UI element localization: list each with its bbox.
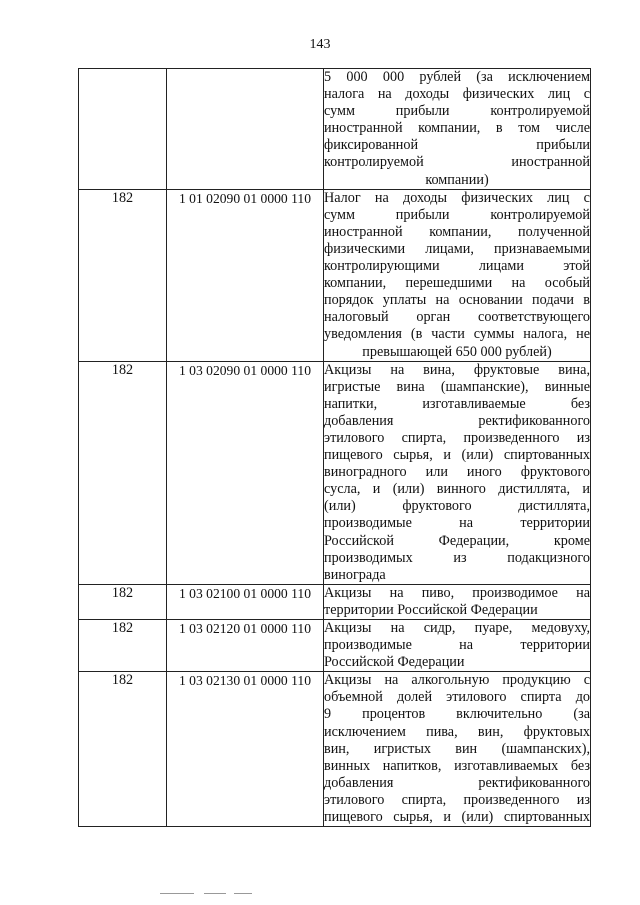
description-line: Российской Федерации, кроме — [324, 532, 590, 549]
description-line: компании) — [425, 171, 489, 188]
description-line: (или) фруктового дистиллята, — [324, 498, 590, 515]
description-cell — [324, 620, 591, 672]
description-line: исключением пива, вин, фруктовых — [324, 723, 590, 740]
description-line: Акцизы на алкогольную продукцию с — [324, 672, 590, 689]
description-line: добавления ректификованного — [324, 412, 590, 429]
description-line: этилового спирта, произведенного из — [324, 791, 590, 808]
description-line: территории Российской Федерации — [324, 601, 538, 618]
budget-classification-table — [78, 68, 591, 827]
description-line: этилового спирта, произведенного из — [324, 429, 590, 446]
description-line: компании, перешедшими на особый — [324, 275, 590, 292]
description-line: контролирующими лицами этой — [324, 258, 590, 275]
admin-code-cell — [79, 69, 167, 190]
description-line: виноградного или иного фруктового — [324, 464, 590, 481]
description-line: объемной долей этилового спирта до — [324, 689, 590, 706]
description-line: напитки, изготавливаемые без — [324, 395, 590, 412]
kbk-code-cell: 1 03 02100 01 0000 110 — [167, 584, 324, 619]
description-line: сусла, и (или) винного дистиллята, и — [324, 481, 590, 498]
page-number: 143 — [309, 37, 331, 52]
description-line: вин, игристых вин (шампанских), — [324, 740, 590, 757]
description-line: иностранной компании, полученной — [324, 223, 590, 240]
kbk-code-cell: 1 03 02120 01 0000 110 — [167, 620, 324, 672]
table-row — [79, 672, 591, 827]
description-line: производимые на территории — [324, 637, 590, 654]
description-line: иностранной компании, в том числе — [324, 120, 590, 137]
table-row — [79, 189, 591, 361]
description-line: добавления ректификованного — [324, 774, 590, 791]
description-line: Налог на доходы физических лиц с — [324, 189, 590, 206]
description-line: производимые на территории — [324, 515, 590, 532]
description-cell — [324, 189, 591, 361]
description-line: производимых из подакцизного — [324, 549, 590, 566]
description-line: фиксированной прибыли — [324, 137, 590, 154]
admin-code-cell: 182 — [79, 189, 167, 361]
admin-code-cell: 182 — [79, 620, 167, 672]
description-line: налоговый орган соответствующего — [324, 309, 590, 326]
description-line: порядок уплаты на основании подачи в — [324, 292, 590, 309]
description-line: уведомления (в части суммы налога, не — [324, 326, 590, 343]
description-line: Акцизы на сидр, пуаре, медовуху, — [324, 620, 590, 636]
description-line: сумм прибыли контролируемой — [324, 206, 590, 223]
description-line: контролируемой иностранной — [324, 154, 590, 171]
table-row — [79, 620, 591, 672]
table-row — [79, 584, 591, 619]
description-line: сумм прибыли контролируемой — [324, 103, 590, 120]
description-line: винограда — [324, 566, 386, 583]
description-line: 5 000 000 рублей (за исключением — [324, 69, 590, 85]
table-row — [79, 361, 591, 584]
table-row — [79, 69, 591, 190]
description-cell — [324, 584, 591, 619]
description-line: физическими лицами, признаваемыми — [324, 240, 590, 257]
description-line: пищевого сырья, и (или) спиртованных — [324, 809, 590, 826]
description-cell — [324, 361, 591, 584]
description-line: 9 процентов включительно (за — [324, 706, 590, 723]
scan-artifact — [160, 893, 280, 896]
kbk-code-cell — [167, 69, 324, 190]
description-line: налога на доходы физических лиц с — [324, 86, 590, 103]
description-line: Акцизы на пиво, производимое на — [324, 584, 590, 601]
kbk-code-cell: 1 01 02090 01 0000 110 — [167, 189, 324, 361]
kbk-code-cell: 1 03 02130 01 0000 110 — [167, 672, 324, 827]
description-cell — [324, 69, 591, 190]
kbk-code-cell: 1 03 02090 01 0000 110 — [167, 361, 324, 584]
admin-code-cell: 182 — [79, 361, 167, 584]
description-line: Акцизы на вина, фруктовые вина, — [324, 361, 590, 378]
description-line: Российской Федерации — [324, 654, 465, 671]
description-line: превышающей 650 000 рублей) — [362, 343, 552, 360]
admin-code-cell: 182 — [79, 584, 167, 619]
description-line: винных напитков, изготавливаемых без — [324, 757, 590, 774]
description-cell — [324, 672, 591, 827]
admin-code-cell: 182 — [79, 672, 167, 827]
description-line: игристые вина (шампанские), винные — [324, 378, 590, 395]
description-line: пищевого сырья, и (или) спиртованных — [324, 447, 590, 464]
